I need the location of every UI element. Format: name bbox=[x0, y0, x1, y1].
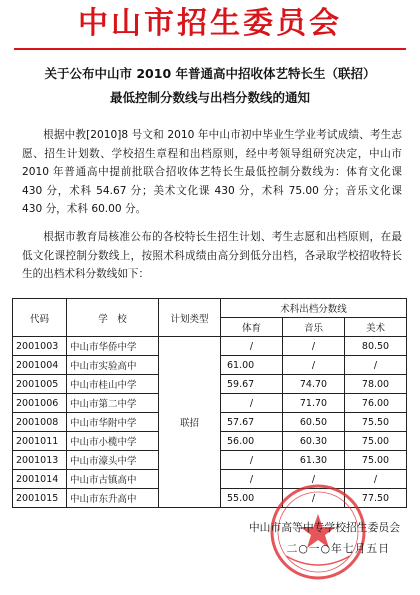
row-art: / bbox=[345, 356, 407, 375]
paragraph-1-text: 根据中教[2010]8 号文和 2010 年中山市初中毕业生学业考试成绩、考生志愿、招生计划数、学校招生章程和出档原则，经中考领导组研究决定，中山市 2010 年普通高中提前批联合招收体艺特长生最低控制分数线为：体育文化课 430 分，术科 54.67 分；美术文化课 430 分，术科 75.00 分；音乐文化课 430 分，术科 60.00 分。 bbox=[22, 129, 402, 215]
row-music: 60.50 bbox=[283, 413, 345, 432]
row-school: 中山市小榄中学 bbox=[67, 432, 159, 451]
letterhead-rule bbox=[14, 48, 406, 50]
row-code: 2001013 bbox=[13, 451, 67, 470]
seal-arc-mark bbox=[286, 556, 350, 565]
row-music: / bbox=[283, 356, 345, 375]
paragraph-2 bbox=[22, 228, 402, 284]
row-pe: / bbox=[221, 470, 283, 489]
row-code: 2001011 bbox=[13, 432, 67, 451]
row-pe: 55.00 bbox=[221, 489, 283, 508]
row-school: 中山市桂山中学 bbox=[67, 375, 159, 394]
score-table bbox=[12, 298, 407, 508]
row-school: 中山市华附中学 bbox=[67, 413, 159, 432]
row-code: 2001003 bbox=[13, 337, 67, 356]
paragraph-1 bbox=[22, 126, 402, 219]
row-school: 中山市实验高中 bbox=[67, 356, 159, 375]
row-art: 75.00 bbox=[345, 451, 407, 470]
header-score-group: 术科出档分数线 bbox=[221, 299, 407, 318]
letterhead bbox=[0, 6, 420, 42]
header-code: 代码 bbox=[13, 299, 67, 337]
row-school: 中山市濠头中学 bbox=[67, 451, 159, 470]
org-title: 中山市招生委员会 bbox=[78, 6, 342, 41]
row-pe: / bbox=[221, 451, 283, 470]
row-art: 75.00 bbox=[345, 432, 407, 451]
row-pe: 57.67 bbox=[221, 413, 283, 432]
row-music: 74.70 bbox=[283, 375, 345, 394]
row-music: / bbox=[283, 489, 345, 508]
row-pe: 56.00 bbox=[221, 432, 283, 451]
document-title-line2: 最低控制分数线与出档分数线的通知 bbox=[109, 90, 310, 105]
table-row bbox=[13, 337, 407, 356]
row-school: 中山市东升高中 bbox=[67, 489, 159, 508]
row-art: 76.00 bbox=[345, 394, 407, 413]
document-title bbox=[10, 62, 410, 110]
header-pe: 体育 bbox=[221, 318, 283, 337]
row-code: 2001004 bbox=[13, 356, 67, 375]
row-pe: 61.00 bbox=[221, 356, 283, 375]
row-code: 2001008 bbox=[13, 413, 67, 432]
row-music: 60.30 bbox=[283, 432, 345, 451]
row-art: 75.50 bbox=[345, 413, 407, 432]
header-art: 美术 bbox=[345, 318, 407, 337]
row-art: 77.50 bbox=[345, 489, 407, 508]
row-code: 2001015 bbox=[13, 489, 67, 508]
row-music: 61.30 bbox=[283, 451, 345, 470]
row-music: 71.70 bbox=[283, 394, 345, 413]
header-school: 学 校 bbox=[67, 299, 159, 337]
row-pe: / bbox=[221, 337, 283, 356]
header-music: 音乐 bbox=[283, 318, 345, 337]
row-music: / bbox=[283, 470, 345, 489]
document-title-line1: 关于公布中山市 2010 年普通高中招收体艺特长生（联招） bbox=[44, 66, 376, 81]
header-plan-type: 计划类型 bbox=[159, 299, 221, 337]
issue-date: 二○一○年七月五日 bbox=[286, 542, 390, 555]
row-pe: / bbox=[221, 394, 283, 413]
row-art: 80.50 bbox=[345, 337, 407, 356]
row-code: 2001014 bbox=[13, 470, 67, 489]
issuing-organization: 中山市高等中专学校招生委员会 bbox=[248, 521, 400, 534]
table-header-row bbox=[13, 299, 407, 318]
row-pe: 59.67 bbox=[221, 375, 283, 394]
row-art: / bbox=[345, 470, 407, 489]
row-school: 中山市古镇高中 bbox=[67, 470, 159, 489]
row-school: 中山市第二中学 bbox=[67, 394, 159, 413]
row-code: 2001005 bbox=[13, 375, 67, 394]
row-school: 中山市华侨中学 bbox=[67, 337, 159, 356]
row-music: / bbox=[283, 337, 345, 356]
paragraph-2-text: 根据市教育局核准公布的各校特长生招生计划、考生志愿和出档原则，在最低文化课控制分数线上，按照术科成绩由高分到低分出档，各录取学校招收特长生的出档术科分数线如下： bbox=[22, 231, 402, 280]
plan-type-cell: 联招 bbox=[159, 337, 221, 508]
row-code: 2001006 bbox=[13, 394, 67, 413]
row-art: 78.00 bbox=[345, 375, 407, 394]
